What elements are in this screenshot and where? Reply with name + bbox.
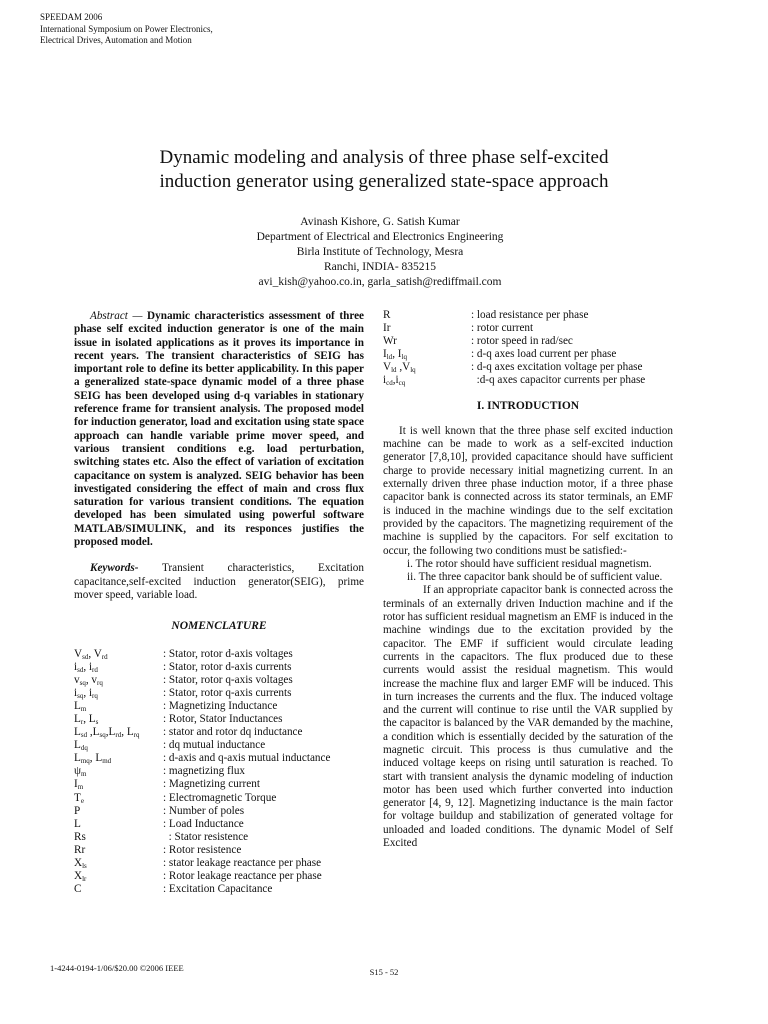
nomenclature-symbol: $\psi_m$ bbox=[74, 765, 87, 779]
nomenclature-definition: : Stator, rotor q-axis currents bbox=[163, 686, 292, 699]
header-line: Electrical Drives, Automation and Motion bbox=[40, 35, 192, 45]
nomenclature-definition: : Number of poles bbox=[163, 804, 245, 817]
intro-paragraph: It is well known that the three phase self excited induction machine can be made to work as a self-excited induction generator [7,8,10], provided capacitance should have sufficient charge to provide necessary initial magnetizing current. In an externally driven three phase induction motor, if a three phase capacitor bank is connected across its stator terminals, an EMF is induced in the machine windings due to the self excitation provided by the capacitors. The magnetizing requirement of the machine is supplied by the capacitors. For self excitation to occur, the following two conditions must be satisfied:- bbox=[383, 424, 673, 557]
title-line: Dynamic modeling and analysis of three phase self-excited bbox=[159, 147, 609, 168]
nomenclature-row bbox=[74, 661, 364, 674]
nomenclature-definition: : Stator, rotor d-axis currents bbox=[163, 660, 292, 673]
nomenclature-row bbox=[383, 361, 673, 374]
right-column bbox=[383, 309, 673, 850]
author-email: avi_kish@yahoo.co.in, garla_satish@rediffmail.com bbox=[258, 276, 502, 288]
nomenclature-symbol: R bbox=[383, 309, 391, 321]
nomenclature-symbol: $I_m$ bbox=[74, 778, 84, 792]
nomenclature-definition: : Magnetizing Inductance bbox=[163, 699, 278, 712]
nomenclature-symbol: L bbox=[74, 817, 81, 830]
nomenclature-row bbox=[74, 857, 364, 870]
author-department: Department of Electrical and Electronics Engineering bbox=[256, 231, 504, 243]
nomenclature-definition: : d-axis and q-axis mutual inductance bbox=[163, 752, 331, 765]
nomenclature-definition: : Electromagnetic Torque bbox=[163, 791, 277, 804]
nomenclature-definition: : magnetizing flux bbox=[163, 765, 246, 778]
nomenclature-definition: : Rotor leakage reactance per phase bbox=[163, 870, 322, 883]
nomenclature-row bbox=[74, 792, 364, 805]
nomenclature-row bbox=[383, 322, 673, 335]
paper-title bbox=[60, 146, 708, 194]
nomenclature-definition: : d-q axes excitation voltage per phase bbox=[471, 361, 643, 374]
nomenclature-row bbox=[74, 778, 364, 791]
nomenclature-symbol: $i_{cd},i_{cq}$ bbox=[383, 374, 406, 388]
nomenclature-definition: : Rotor resistence bbox=[163, 843, 242, 856]
nomenclature-definition: : Stator, rotor q-axis voltages bbox=[163, 673, 293, 686]
nomenclature-symbol: P bbox=[74, 804, 81, 817]
nomenclature-row bbox=[74, 883, 364, 896]
nomenclature-definition: : Rotor, Stator Inductances bbox=[163, 713, 283, 725]
nomenclature-definition: : rotor speed in rad/sec bbox=[471, 335, 573, 348]
author-city: Ranchi, INDIA- 835215 bbox=[323, 261, 437, 273]
nomenclature-definition: : Load Inductance bbox=[163, 817, 244, 830]
title-line: induction generator using generalized state-space approach bbox=[159, 171, 609, 192]
page-number: S15 - 52 bbox=[369, 967, 399, 977]
nomenclature-row bbox=[74, 700, 364, 713]
nomenclature-definition: : d-q axes load current per phase bbox=[471, 348, 617, 361]
nomenclature-symbol: $X_{ls}$ bbox=[74, 857, 87, 871]
author-institute: Birla Institute of Technology, Mesra bbox=[296, 246, 464, 258]
nomenclature-row bbox=[74, 726, 364, 739]
left-column bbox=[74, 310, 364, 896]
nomenclature-symbol: $L_r$, $L_s$ bbox=[74, 713, 99, 726]
nomenclature-row bbox=[383, 374, 673, 387]
nomenclature-symbol: C bbox=[74, 883, 82, 896]
nomenclature-row bbox=[74, 831, 364, 844]
abstract-text: Dynamic characteristics assessment of three phase self excited induction generator is one of the main issue in isolated applications as it proves its importance in recent years. The transient characteristics of SEIG has important role to define its better applicability. In this paper a generalized state-space dynamic model of a three phase SEIG has been developed using d-q variables in stationary reference frame for transient analysis. The proposed model for induction generator, load and excitation using state space approach can handle variable prime mover speed, and various transient conditions e.g. load perturbation, switching states etc. Also the effect of variation of excitation capacitance on system is analyzed. SEIG behavior has been investigated considering the effect of main and cross flux saturation for various transient conditions. The equation developed has been simulated using powerful software MATLAB/SIMULINK, and its responces justifies the proposed model. bbox=[74, 310, 365, 549]
nomenclature-symbol: Wr bbox=[383, 335, 397, 348]
nomenclature-row bbox=[74, 870, 364, 883]
intro-condition: i. The rotor should have sufficient residual magnetism. bbox=[407, 557, 652, 570]
nomenclature-definition: : Stator, rotor d-axis voltages bbox=[163, 647, 293, 660]
keywords-text: Transient characteristics, Excitation capacitance,self-excited induction generator(SEIG), prime mover speed, variable load. bbox=[74, 562, 364, 601]
nomenclature-row bbox=[383, 348, 673, 361]
nomenclature-row bbox=[74, 739, 364, 752]
nomenclature-definition: : Excitation Capacitance bbox=[163, 883, 273, 896]
nomenclature-row bbox=[74, 818, 364, 831]
nomenclature-symbol: $T_e$ bbox=[74, 791, 84, 805]
nomenclature-row bbox=[383, 309, 673, 322]
author-names: Avinash Kishore, G. Satish Kumar bbox=[300, 216, 460, 228]
nomenclature-definition: : stator and rotor dq inductance bbox=[163, 726, 303, 739]
nomenclature-row bbox=[383, 335, 673, 348]
nomenclature-definition: : dq mutual inductance bbox=[163, 739, 266, 752]
nomenclature-row bbox=[74, 752, 364, 765]
nomenclature-definition: : Magnetizing current bbox=[163, 778, 260, 791]
nomenclature-symbol: Rr bbox=[74, 843, 86, 856]
author-block bbox=[160, 215, 600, 290]
nomenclature-definition: : rotor current bbox=[471, 322, 534, 335]
nomenclature-row bbox=[74, 765, 364, 778]
nomenclature-symbol: $L_{dq}$ bbox=[74, 739, 88, 753]
nomenclature-row bbox=[74, 648, 364, 661]
introduction-heading: I. INTRODUCTION bbox=[476, 399, 580, 412]
nomenclature-row bbox=[74, 713, 364, 726]
header-line: SPEEDAM 2006 bbox=[40, 12, 103, 22]
abstract bbox=[74, 310, 364, 549]
conference-header bbox=[40, 12, 213, 47]
nomenclature-symbol: $L_{sd}$ $,L_{sq},L_{rd}$, $L_{rq}$ bbox=[74, 726, 140, 740]
nomenclature-heading: NOMENCLATURE bbox=[171, 620, 267, 633]
nomenclature-list bbox=[74, 648, 364, 897]
nomenclature-row bbox=[74, 687, 364, 700]
nomenclature-symbol: $I_{ld}$, $I_{lq}$ bbox=[383, 348, 407, 362]
nomenclature-continued bbox=[383, 309, 673, 388]
nomenclature-symbol: Rs bbox=[74, 830, 86, 843]
copyright-footer: 1-4244-0194-1/06/$20.00 ©2006 IEEE bbox=[50, 963, 184, 973]
nomenclature-symbol: $L_{mq}$, $L_{md}$ bbox=[74, 752, 112, 766]
nomenclature-symbol: $V_{sd}$, $V_{rd}$ bbox=[74, 647, 108, 661]
abstract-lead: Abstract — bbox=[90, 310, 143, 322]
nomenclature-symbol: $X_{lr}$ bbox=[74, 870, 87, 884]
nomenclature-symbol: $L_m$ bbox=[74, 699, 87, 713]
header-line: International Symposium on Power Electronics, bbox=[40, 23, 213, 34]
nomenclature-row bbox=[74, 805, 364, 818]
keywords-lead: Keywords- bbox=[90, 562, 139, 575]
nomenclature-definition: : stator leakage reactance per phase bbox=[163, 857, 322, 870]
nomenclature-symbol: Ir bbox=[383, 322, 391, 335]
nomenclature-definition: : Stator resistence bbox=[163, 830, 249, 843]
nomenclature-row bbox=[74, 674, 364, 687]
nomenclature-symbol: $i_{sq}$, $i_{rq}$ bbox=[74, 686, 98, 700]
nomenclature-symbol: $v_{sq}$, $v_{rq}$ bbox=[74, 673, 103, 687]
nomenclature-symbol: $i_{sd}$, $i_{rd}$ bbox=[74, 660, 98, 674]
nomenclature-definition: : load resistance per phase bbox=[471, 309, 589, 321]
intro-condition: ii. The three capacitor bank should be of sufficient value. bbox=[407, 571, 663, 584]
intro-paragraph: If an appropriate capacitor bank is connected across the terminals of an externally driven Induction machine and if the rotor has sufficient residual magnetism an EMF is induced in the machine windings due to the excitation provided by the capacitor. The EMF if sufficient would circulate leading currents in the capacitors. The flux produced due to these currents would assist the residual magnetism. This would increase the machine flux and larger EMF will be induced. This in turn increases the currents and the flux. The induced voltage and the current will continue to rise until the VAR supplied by the capacitor is balanced by the VAR demanded by the machine, a condition which is essentially decided by the saturation of the magnetic circuit. This process is thus cumulative and the induced voltage keeps on rising until saturation is reached. To start with transient analysis the dynamic modeling of induction motor has been used which further converted into induction generator [4, 9, 12]. Magnetizing inductance is the main factor for voltage buildup and stabilization of generated voltage for unloaded and loaded conditions. The dynamic Model of Self Excited bbox=[383, 584, 673, 850]
nomenclature-symbol: $V_{ld}$ $,V_{lq}$ bbox=[383, 361, 416, 375]
nomenclature-row bbox=[74, 844, 364, 857]
keywords bbox=[74, 562, 364, 602]
nomenclature-definition: :d-q axes capacitor currents per phase bbox=[471, 374, 646, 387]
